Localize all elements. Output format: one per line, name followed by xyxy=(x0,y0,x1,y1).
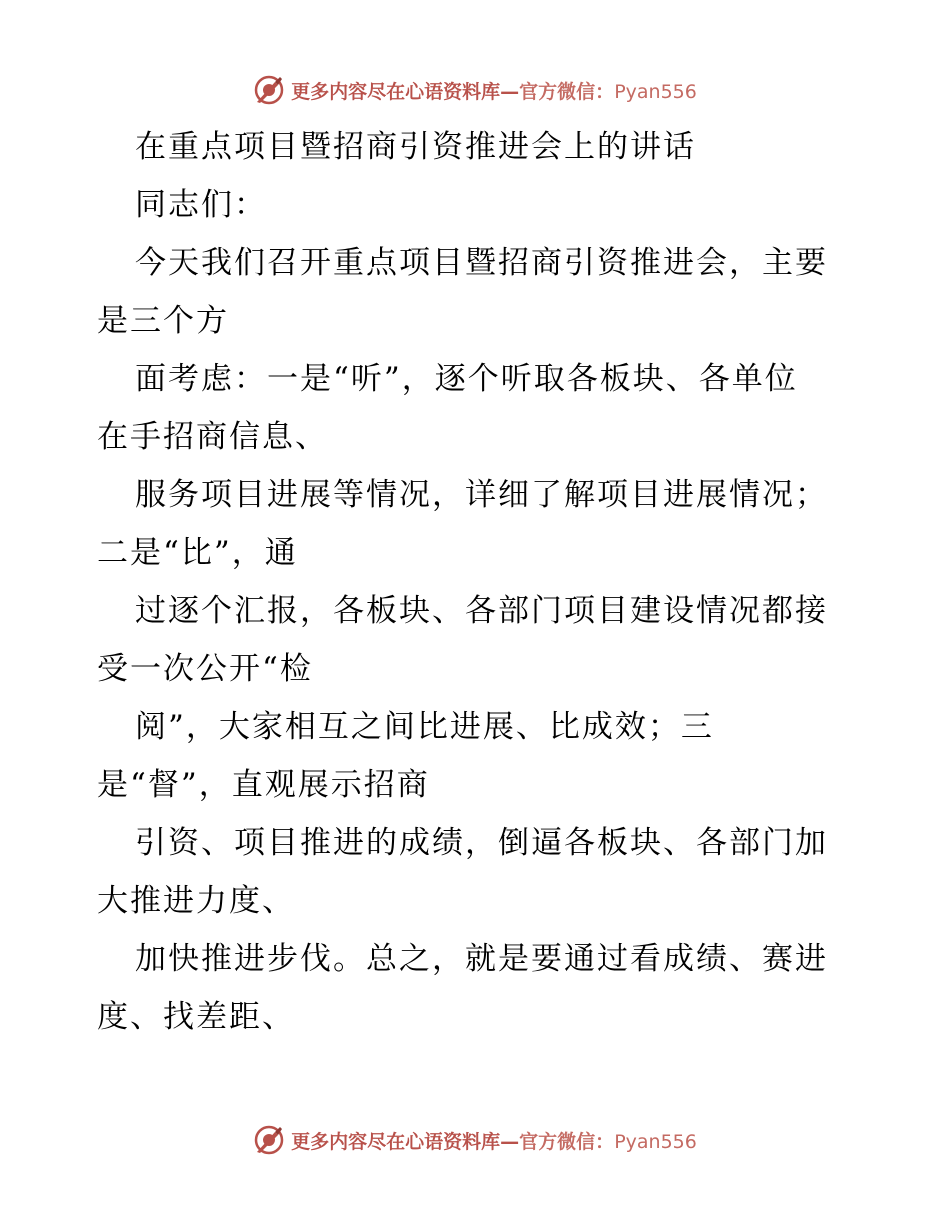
document-body xyxy=(97,118,857,1046)
document-title: 在重点项目暨招商引资推进会上的讲话 xyxy=(135,129,696,165)
document-line: 度、找差距、 xyxy=(97,999,295,1035)
header-banner-text: 更多内容尽在心语资料库—官方微信：Pyan556 xyxy=(291,80,697,103)
document-line: 是三个方 xyxy=(97,303,229,339)
document-line: 受一次公开“检 xyxy=(97,651,313,687)
document-line: 引资、项目推进的成绩，倒逼各板块、各部门加 xyxy=(135,825,828,861)
footer-banner xyxy=(0,1120,950,1160)
document-line: 是“督”，直观展示招商 xyxy=(97,767,430,803)
pen-logo-icon xyxy=(253,74,285,106)
document-line: 过逐个汇报，各板块、各部门项目建设情况都接 xyxy=(135,593,828,629)
document-line: 加快推进步伐。总之，就是要通过看成绩、赛进 xyxy=(135,941,828,977)
header-banner xyxy=(0,70,950,110)
footer-banner-text: 更多内容尽在心语资料库—官方微信：Pyan556 xyxy=(291,1130,697,1153)
document-line: 今天我们召开重点项目暨招商引资推进会，主要 xyxy=(135,245,828,281)
document-line: 二是“比”，通 xyxy=(97,535,298,571)
document-line: 大推进力度、 xyxy=(97,883,295,919)
document-line: 阅”，大家相互之间比进展、比成效；三 xyxy=(135,709,714,745)
document-line: 服务项目进展等情况，详细了解项目进展情况； xyxy=(135,477,828,513)
pen-logo-icon xyxy=(253,1124,285,1156)
document-line: 面考虑：一是“听”，逐个听取各板块、各单位 xyxy=(135,361,798,397)
document-line: 同志们： xyxy=(135,187,267,223)
document-line: 在手招商信息、 xyxy=(97,419,328,455)
